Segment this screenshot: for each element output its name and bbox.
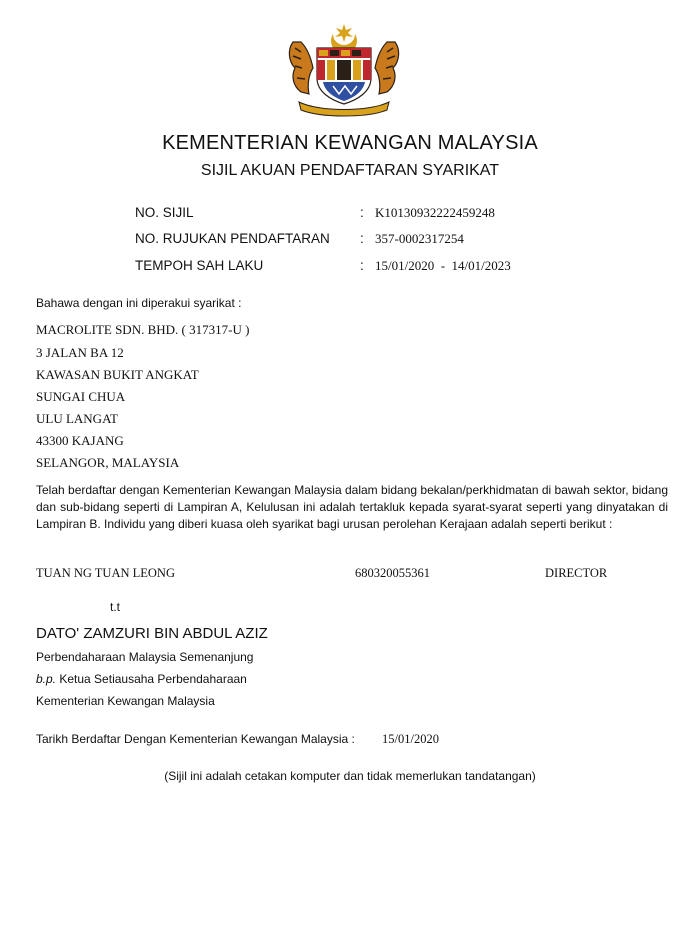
coat-of-arms-icon: [283, 22, 405, 118]
registration-label: Tarikh Berdaftar Dengan Kementerian Kewangan Malaysia :: [36, 732, 355, 746]
registration-date: 15/01/2020: [382, 732, 439, 746]
declaration-paragraph: Telah berdaftar dengan Kementerian Kewangan Malaysia dalam bidang bekalan/perkhidmatan di bawah sektor, bidang dan sub-bidang seperti di Lampiran A, Kelulusan ini adalah tertakluk kepada syarat-syarat seperti yang dinyatakan di Lampiran B. Individu yang diberi kuasa oleh syarikat bagi urusan perolehan Kerajaan adalah seperti berikut :: [36, 483, 668, 531]
address-line: ULU LANGAT: [36, 411, 118, 426]
detail-label: TEMPOH SAH LAKU: [135, 258, 264, 273]
address-line: SELANGOR, MALAYSIA: [36, 455, 180, 470]
detail-colon: :: [360, 205, 364, 220]
ministry-title: KEMENTERIAN KEWANGAN MALAYSIA: [162, 132, 538, 154]
signatory-office: Perbendaharaan Malaysia Semenanjung: [36, 650, 254, 664]
address-line: SUNGAI CHUA: [36, 389, 126, 404]
signature-tt: t.t: [110, 600, 121, 614]
detail-label: NO. RUJUKAN PENDAFTARAN: [135, 231, 330, 246]
address-line: 43300 KAJANG: [36, 433, 124, 448]
person-id: 680320055361: [355, 566, 430, 580]
detail-row-cert-no: [135, 205, 615, 223]
detail-value: K10130932222459248: [375, 205, 495, 220]
detail-row-validity: [135, 258, 615, 276]
detail-label: NO. SIJIL: [135, 205, 194, 220]
footer-note: (Sijil ini adalah cetakan komputer dan tidak memerlukan tandatangan): [164, 769, 536, 783]
detail-colon: :: [360, 231, 364, 246]
company-name: MACROLITE SDN. BHD. ( 317317-U ): [36, 322, 250, 337]
certificate-title: SIJIL AKUAN PENDAFTARAN SYARIKAT: [200, 162, 500, 179]
signatory-title-line: [36, 672, 247, 686]
detail-value: 357-0002317254: [375, 231, 464, 246]
signatory-title: Ketua Setiausaha Perbendaharaan: [59, 672, 247, 686]
bp-prefix: b.p.: [36, 672, 57, 686]
address-line: KAWASAN BUKIT ANGKAT: [36, 367, 199, 382]
person-role: DIRECTOR: [545, 566, 608, 580]
detail-row-reference-no: [135, 231, 615, 249]
address-line: 3 JALAN BA 12: [36, 345, 124, 360]
person-name: TUAN NG TUAN LEONG: [36, 566, 175, 580]
signatory-name: DATO' ZAMZURI BIN ABDUL AZIZ: [36, 625, 268, 642]
intro-text: Bahawa dengan ini diperakui syarikat :: [36, 296, 242, 310]
signatory-ministry: Kementerian Kewangan Malaysia: [36, 694, 215, 708]
detail-value: 15/01/2020 - 14/01/2023: [375, 258, 511, 273]
detail-colon: :: [360, 258, 364, 273]
